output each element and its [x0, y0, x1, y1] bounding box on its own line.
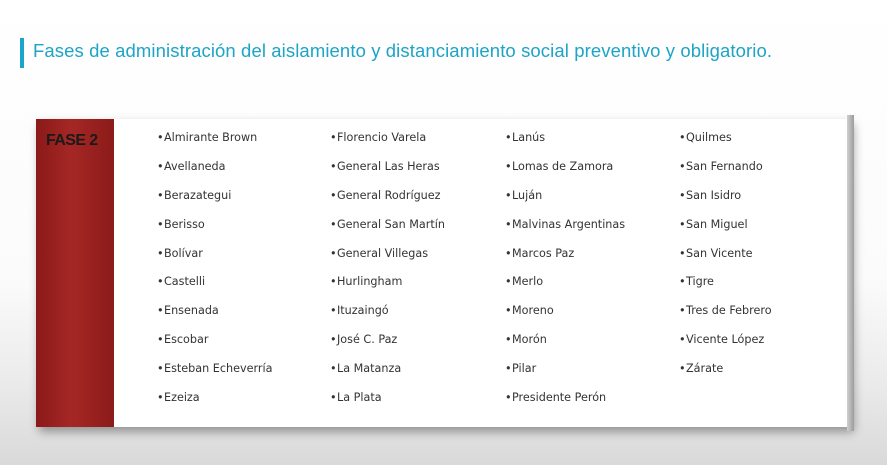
municipality-item [330, 360, 445, 389]
municipality-name: Zárate [686, 362, 724, 376]
municipality-item [157, 187, 272, 216]
municipality-item [679, 129, 772, 158]
municipality-name: General Villegas [337, 246, 429, 260]
municipality-name: Lanús [512, 131, 546, 144]
municipality-name: La Plata [337, 391, 382, 405]
municipality-item [679, 187, 772, 216]
bullet-icon: • [157, 188, 164, 202]
bullet-icon: • [330, 159, 337, 173]
municipality-column-4 [679, 129, 772, 389]
municipality-name: Escobar [164, 333, 209, 347]
municipality-name: Avellaneda [164, 159, 226, 173]
phase-card [36, 119, 851, 427]
municipality-item [330, 129, 445, 158]
municipality-item [330, 331, 445, 360]
municipality-column-3 [505, 129, 625, 418]
bullet-icon: • [330, 188, 337, 202]
municipality-name: Malvinas Argentinas [512, 217, 626, 231]
municipality-item [330, 245, 445, 274]
bullet-icon: • [679, 275, 686, 289]
municipality-name: Vicente López [686, 333, 765, 347]
municipality-name: Presidente Perón [512, 391, 607, 405]
municipality-item [157, 129, 272, 158]
bullet-icon: • [330, 391, 337, 405]
municipality-item [157, 331, 272, 360]
card-edge-shadow [847, 115, 854, 431]
bullet-icon: • [679, 159, 686, 173]
municipality-item [330, 158, 445, 187]
municipality-name: Marcos Paz [512, 246, 575, 260]
bullet-icon: • [157, 217, 164, 231]
municipality-item [679, 331, 772, 360]
municipality-name: Ituzaingó [337, 304, 389, 318]
municipality-item [157, 216, 272, 245]
bullet-icon: • [505, 188, 512, 202]
bullet-icon: • [330, 362, 337, 376]
bullet-icon: • [157, 131, 164, 144]
bullet-icon: • [330, 131, 337, 144]
municipality-item [157, 158, 272, 187]
bullet-icon: • [330, 333, 337, 347]
bullet-icon: • [157, 275, 164, 289]
municipality-name: Ezeiza [164, 391, 200, 405]
municipality-name: Morón [512, 333, 547, 347]
municipality-name: San Miguel [686, 217, 748, 231]
page-title: Fases de administración del aislamiento y distanciamiento social preventivo y obligatorio. [33, 40, 773, 61]
municipality-name: Luján [512, 188, 543, 202]
municipality-item [679, 302, 772, 331]
title-accent-bar [20, 38, 24, 68]
phase-label: FASE 2 [46, 132, 98, 149]
municipality-name: Florencio Varela [337, 131, 427, 144]
municipality-name: San Fernando [686, 159, 763, 173]
bullet-icon: • [679, 217, 686, 231]
municipality-item [505, 245, 625, 274]
municipality-name: General Rodríguez [337, 188, 441, 202]
municipality-item [330, 389, 445, 418]
municipality-item [679, 158, 772, 187]
bullet-icon: • [505, 362, 512, 376]
municipality-name: Castelli [164, 275, 206, 289]
municipality-item [157, 273, 272, 302]
bullet-icon: • [679, 246, 686, 260]
municipality-name: San Isidro [686, 188, 742, 202]
municipality-item [679, 360, 772, 389]
municipality-column-2 [330, 129, 445, 418]
municipality-item [505, 216, 625, 245]
municipality-name: Berazategui [164, 188, 232, 202]
bullet-icon: • [157, 391, 164, 405]
municipality-item [157, 302, 272, 331]
municipality-name: Ensenada [164, 304, 219, 318]
bullet-icon: • [679, 131, 686, 144]
municipality-name: Pilar [512, 362, 537, 376]
municipality-name: Bolívar [164, 246, 203, 260]
bullet-icon: • [505, 131, 512, 144]
bullet-icon: • [505, 304, 512, 318]
municipality-item [330, 216, 445, 245]
municipality-name: Berisso [164, 217, 205, 231]
municipality-item [157, 389, 272, 418]
municipality-name: General Las Heras [337, 159, 440, 173]
municipality-item [505, 187, 625, 216]
municipality-column-1 [157, 129, 272, 418]
municipality-item [505, 129, 625, 158]
phase-band [36, 119, 114, 427]
bullet-icon: • [157, 304, 164, 318]
municipality-item [505, 273, 625, 302]
municipality-item [157, 360, 272, 389]
municipality-item [157, 245, 272, 274]
municipality-name: San Vicente [686, 246, 753, 260]
bullet-icon: • [330, 217, 337, 231]
bullet-icon: • [679, 304, 686, 318]
municipality-name: Almirante Brown [164, 131, 258, 144]
municipality-name: José C. Paz [337, 333, 398, 347]
municipality-item [679, 273, 772, 302]
municipality-name: Merlo [512, 275, 544, 289]
bullet-icon: • [505, 217, 512, 231]
bullet-icon: • [330, 246, 337, 260]
municipality-item [679, 245, 772, 274]
municipality-item [505, 360, 625, 389]
municipality-name: Hurlingham [337, 275, 403, 289]
bullet-icon: • [157, 333, 164, 347]
municipality-name: Tigre [686, 275, 714, 289]
municipality-item [330, 187, 445, 216]
bullet-icon: • [505, 275, 512, 289]
municipality-item [505, 302, 625, 331]
bullet-icon: • [330, 275, 337, 289]
bullet-icon: • [157, 246, 164, 260]
municipality-item [330, 302, 445, 331]
bullet-icon: • [679, 333, 686, 347]
municipality-name: Moreno [512, 304, 554, 318]
bullet-icon: • [157, 159, 164, 173]
municipality-item [505, 331, 625, 360]
bullet-icon: • [505, 391, 512, 405]
municipality-item [330, 273, 445, 302]
bullet-icon: • [505, 159, 512, 173]
municipality-name: Tres de Febrero [686, 304, 772, 318]
municipality-item [679, 216, 772, 245]
bullet-icon: • [330, 304, 337, 318]
bullet-icon: • [505, 333, 512, 347]
municipality-name: La Matanza [337, 362, 402, 376]
bullet-icon: • [679, 188, 686, 202]
municipality-name: Quilmes [686, 131, 732, 144]
bullet-icon: • [157, 362, 164, 376]
bullet-icon: • [505, 246, 512, 260]
municipality-name: Lomas de Zamora [512, 159, 614, 173]
bullet-icon: • [679, 362, 686, 376]
municipality-name: General San Martín [337, 217, 445, 231]
municipality-name: Esteban Echeverría [164, 362, 273, 376]
municipality-item [505, 158, 625, 187]
municipality-item [505, 389, 625, 418]
